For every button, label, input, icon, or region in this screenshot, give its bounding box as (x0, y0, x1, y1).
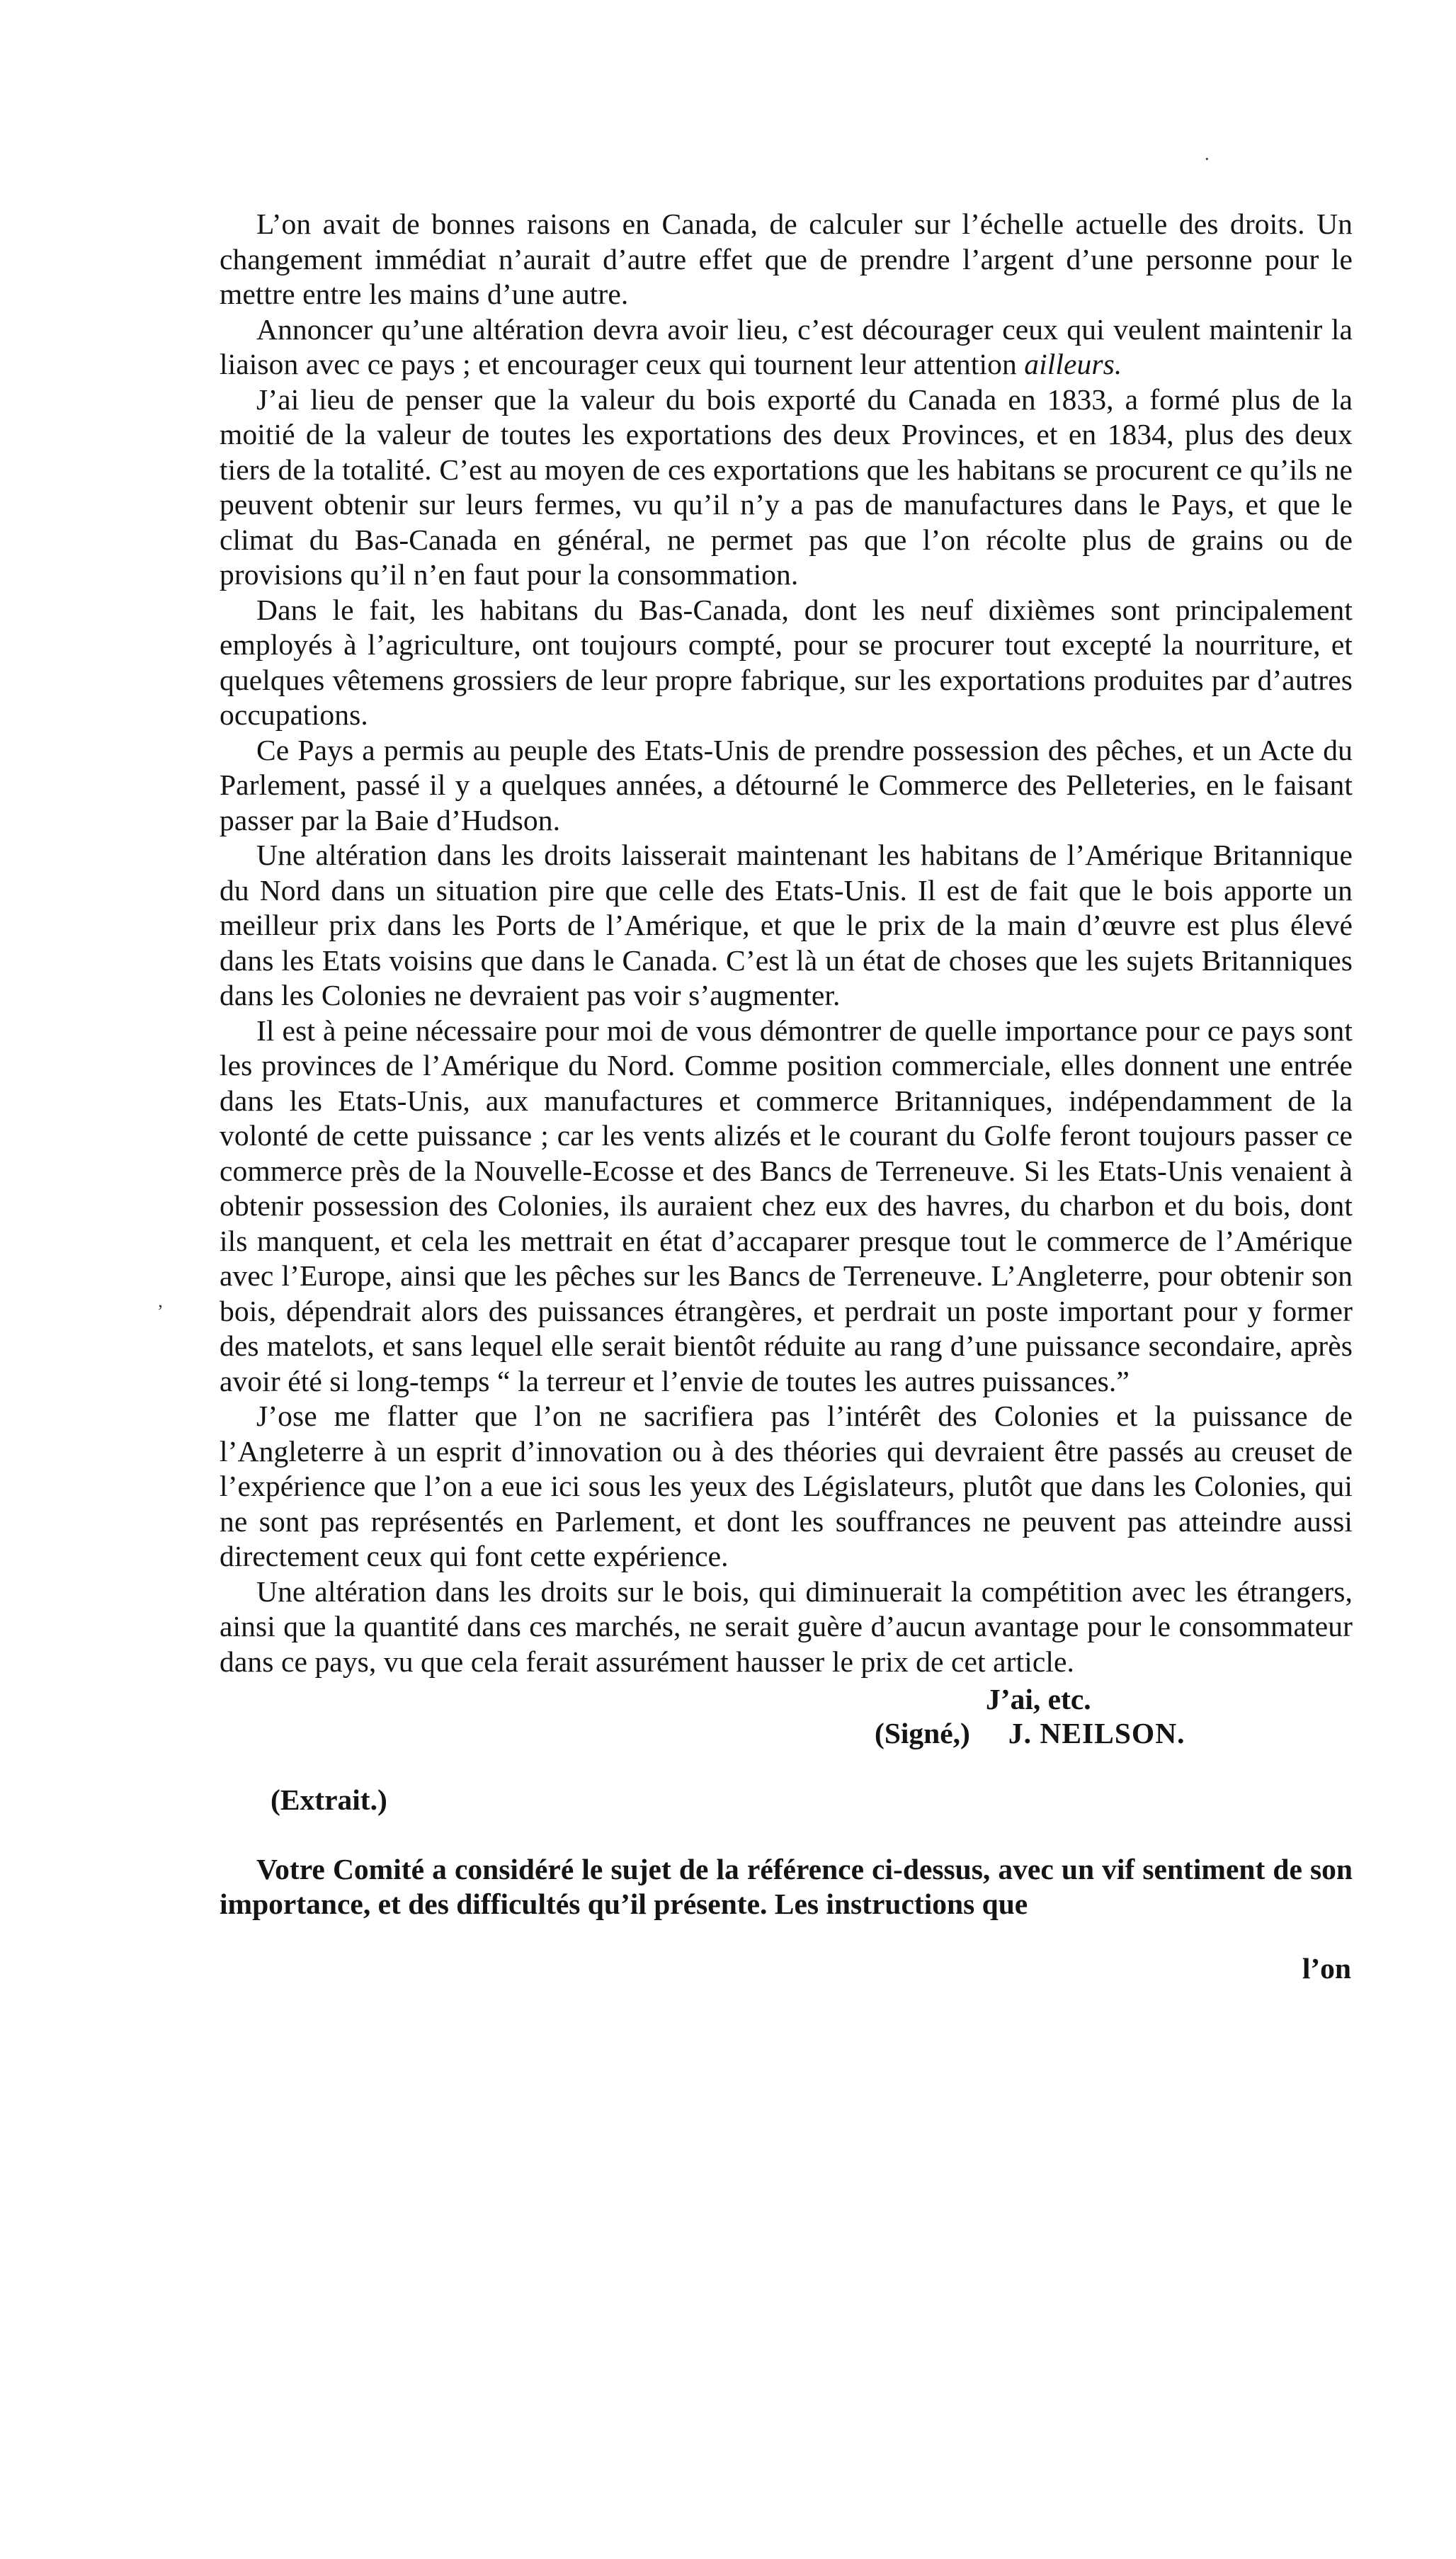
committee-paragraph: Votre Comité a considéré le sujet de la référence ci-dessus, avec un vif sentiment de son importance, et des difficultés qu’il présente. Les instructions que (220, 1852, 1353, 1920)
catchword: l’on (1302, 1952, 1351, 1985)
signature-block (220, 1679, 1353, 1752)
paragraph-1: L’on avait de bonnes raisons en Canada, de calculer sur l’échelle actuelle des droits. Un changement immédiat n’aurait d’autre effet que de prendre l’argent d’une personne pour le mettre entre les mains d’une autre. (220, 208, 1353, 310)
paragraph-2-text: Annoncer qu’une altération devra avoir lieu, c’est décourager ceux qui veulent maintenir la liaison avec ce pays ; et encourager ceux qui tournent leur attention (220, 312, 1353, 380)
paragraph-5: Ce Pays a permis au peuple des Etats-Unis de prendre possession des pêches, et un Acte du Parlement, passé il y a quelques années, a détourné le Commerce des Pelleteries, en le faisant passer par la Baie d’Hudson. (220, 733, 1353, 836)
margin-tick-mark: ‚ (157, 1290, 164, 1311)
signature-line (875, 1716, 1185, 1752)
paragraph-3: J’ai lieu de penser que la valeur du bois exporté du Canada en 1833, a formé plus de la moitié de la valeur de toutes les exportations des deux Provinces, et en 1834, plus des deux tiers de la totalité. C’est au moyen de ces exportations que les habitans se procurent ce qu’ils ne peuvent obtenir sur leurs fermes, vu qu’il n’y a pas de manufactures dans le Pays, et que le climat du Bas-Canada en général, ne permet pas que l’on récolte plus de grains ou de provisions qu’il n’en faut pour la consommation. (220, 382, 1353, 591)
paragraph-7: Il est à peine nécessaire pour moi de vous démontrer de quelle importance pour ce pays sont les provinces de l’Amérique du Nord. Comme position commerciale, elles donnent une entrée dans les Etats-Unis, aux manufactures et commerce Britanniques, indépendamment de la volonté de cette puissance ; car les vents alizés et le courant du Golfe feront toujours passer ce commerce près de la Nouvelle-Ecosse et des Bancs de Terreneuve. Si les Etats-Unis venaient à obtenir possession des Colonies, ils auraient chez eux des havres, du charbon et du bois, dont ils manquent, et cela les mettrait en état d’accaparer presque tout le commerce de l’Amérique avec l’Europe, ainsi que les pêches sur les Bancs de Terreneuve. L’Angleterre, pour obtenir son bois, dépendrait alors des puissances étrangères, et perdrait un poste important pour y former des matelots, et sans lequel elle serait bientôt réduite au rang d’une puissance secondaire, après avoir été si long-temps “ la terreur et l’envie de toutes les autres puissances.” (220, 1014, 1353, 1397)
document-page (220, 207, 1353, 1987)
closing-phrase: J’ai, etc. (986, 1683, 1091, 1715)
paragraph-8: J’ose me flatter que l’on ne sacrifiera pas l’intérêt des Colonies et la puissance de l’Angleterre à un esprit d’innovation ou à des théories qui devraient être passés au creuset de l’expérience que l’on a eue ici sous les yeux des Législateurs, plutôt que dans les Colonies, qui ne sont pas représentés en Parlement, et dont les souffrances ne peuvent pas atteindre aussi directement ceux qui font cette expérience. (220, 1400, 1353, 1572)
paragraph-4: Dans le fait, les habitans du Bas-Canada, dont les neuf dixièmes sont principalement employés à l’agriculture, ont toujours compté, pour se procurer tout excepté la nourriture, et quelques vêtemens grossiers de leur propre fabrique, sur les exportations produites par d’autres occupations. (220, 593, 1353, 731)
paragraph-2 (220, 312, 1353, 382)
paragraph-9: Une altération dans les droits sur le bois, qui diminuerait la compétition avec les étrangers, ainsi que la quantité dans ces marchés, ne serait guère d’aucun avantage pour le consommateur dans ce pays, vu que cela ferait assurément hausser le prix de cet article. (220, 1574, 1353, 1678)
speck-mark: · (1204, 149, 1210, 169)
extract-heading: (Extrait.) (271, 1783, 387, 1816)
paragraph-6: Une altération dans les droits laisserait maintenant les habitans de l’Amérique Britannique du Nord dans un situation pire que celle des Etats-Unis. Il est de fait que le bois apporte un meilleur prix dans les Ports de l’Amérique, et que le prix de la main d’œuvre est plus élevé dans les Etats voisins que dans le Canada. C’est là un état de choses que les sujets Britanniques dans les Colonies ne devraient pas voir s’augmenter. (220, 839, 1353, 1011)
signed-label: (Signé,) (875, 1717, 970, 1749)
paragraph-2-italic-word: ailleurs. (1024, 348, 1122, 380)
signatory-name: J. NEILSON. (1008, 1717, 1185, 1749)
